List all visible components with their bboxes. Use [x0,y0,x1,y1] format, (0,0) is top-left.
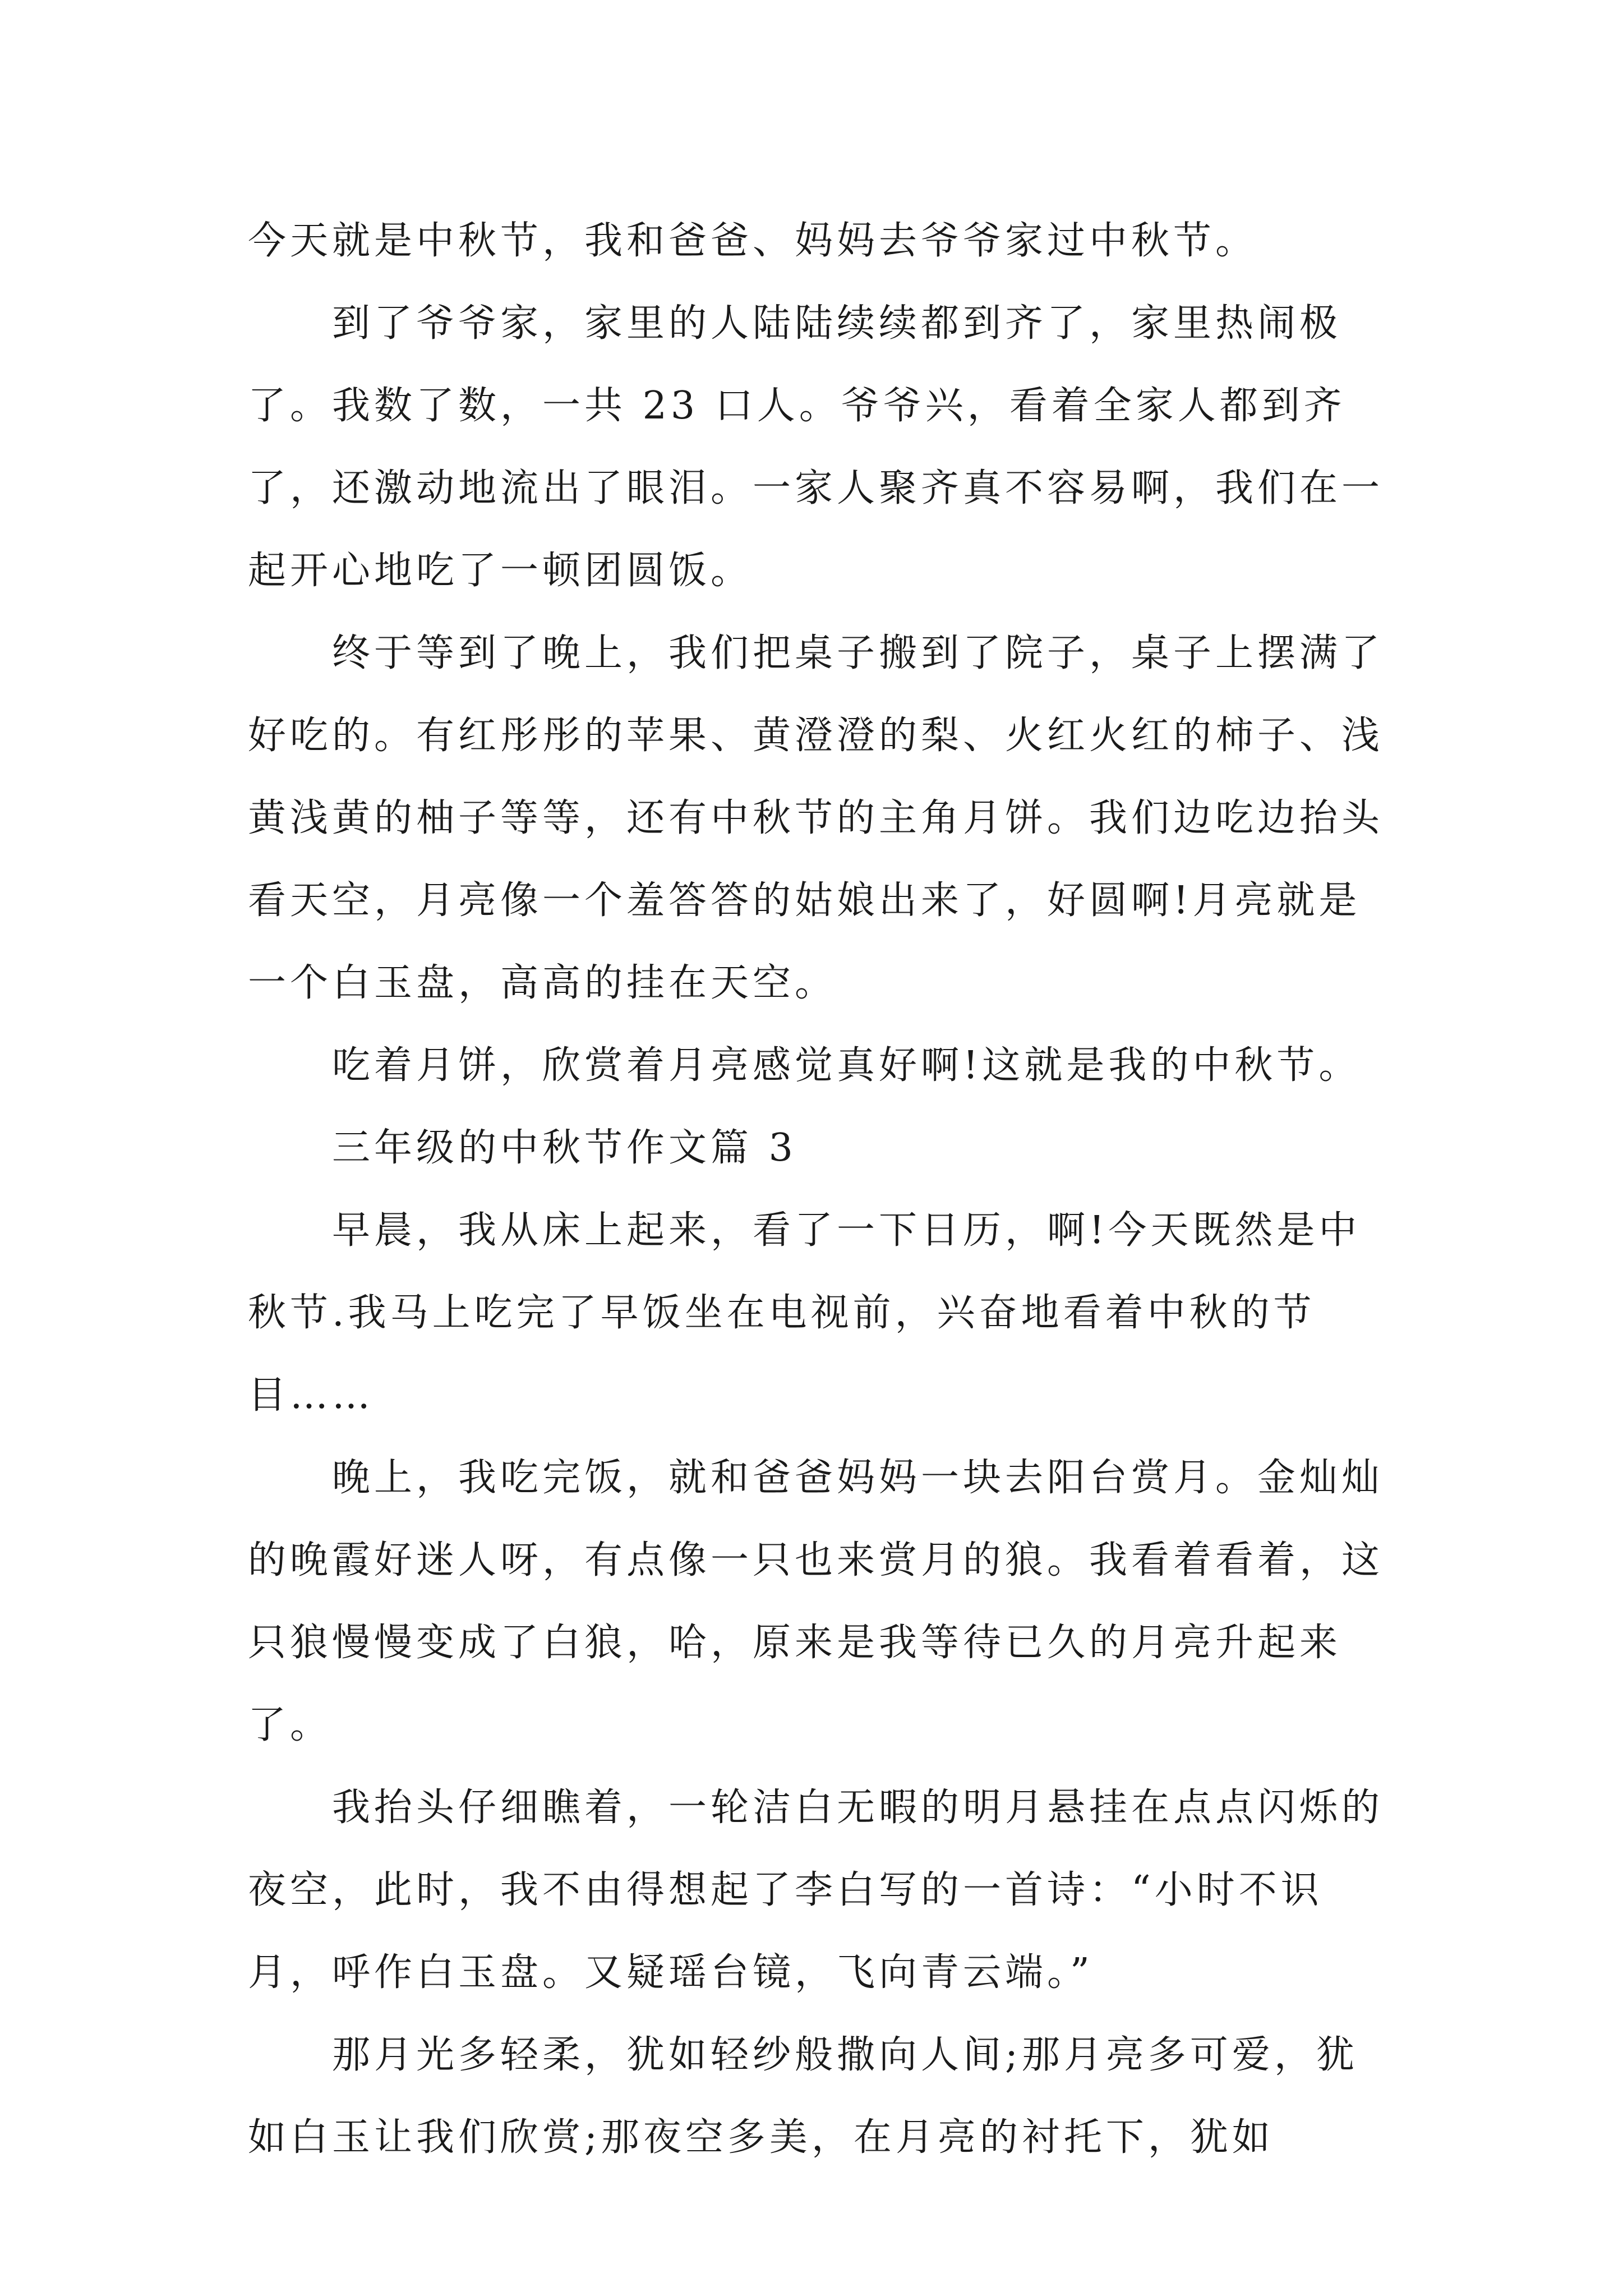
essay-body [248,200,1392,2179]
paragraph-2: 到了爷爷家，家里的人陆陆续续都到齐了，家里热闹极了。我数了数，一共 23 口人。爷爷兴，看着全家人都到齐了，还激动地流出了眼泪。一家人聚齐真不容易啊，我们在一起开心地吃了一顿团圆饭。 [248,301,1384,593]
paragraph-1: 今天就是中秋节，我和爸爸、妈妈去爷爷家过中秋节。 [248,219,1258,263]
section-heading: 三年级的中秋节作文篇 3 [332,1126,797,1170]
paragraph-6: 晚上，我吃完饭，就和爸爸妈妈一块去阳台赏月。金灿灿的晚霞好迷人呀，有点像一只也来赏月的狼。我看着看着，这只狼慢慢变成了白狼，哈，原来是我等待已久的月亮升起来了。 [248,1456,1384,1747]
paragraph-7: 我抬头仔细瞧着，一轮洁白无暇的明月悬挂在点点闪烁的夜空，此时，我不由得想起了李白写的一首诗：“小时不识月，呼作白玉盘。又疑瑶台镜，飞向青云端。” [248,1786,1384,1995]
paragraph-8: 那月光多轻柔，犹如轻纱般撒向人间;那月亮多可爱，犹如白玉让我们欣赏;那夜空多美，在月亮的衬托下，犹如 [248,2033,1358,2160]
paragraph-3: 终于等到了晚上，我们把桌子搬到了院子，桌子上摆满了好吃的。有红彤彤的苹果、黄澄澄的梨、火红火红的柿子、浅黄浅黄的柚子等等，还有中秋节的主角月饼。我们边吃边抬头看天空，月亮像一个羞答答的姑娘出来了，好圆啊!月亮就是一个白玉盘，高高的挂在天空。 [248,631,1384,1005]
paragraph-5: 早晨，我从床上起来，看了一下日历，啊!今天既然是中秋节.我马上吃完了早饭坐在电视前，兴奋地看着中秋的节目…… [248,1208,1361,1418]
paragraph-4: 吃着月饼，欣赏着月亮感觉真好啊!这就是我的中秋节。 [332,1043,1361,1088]
